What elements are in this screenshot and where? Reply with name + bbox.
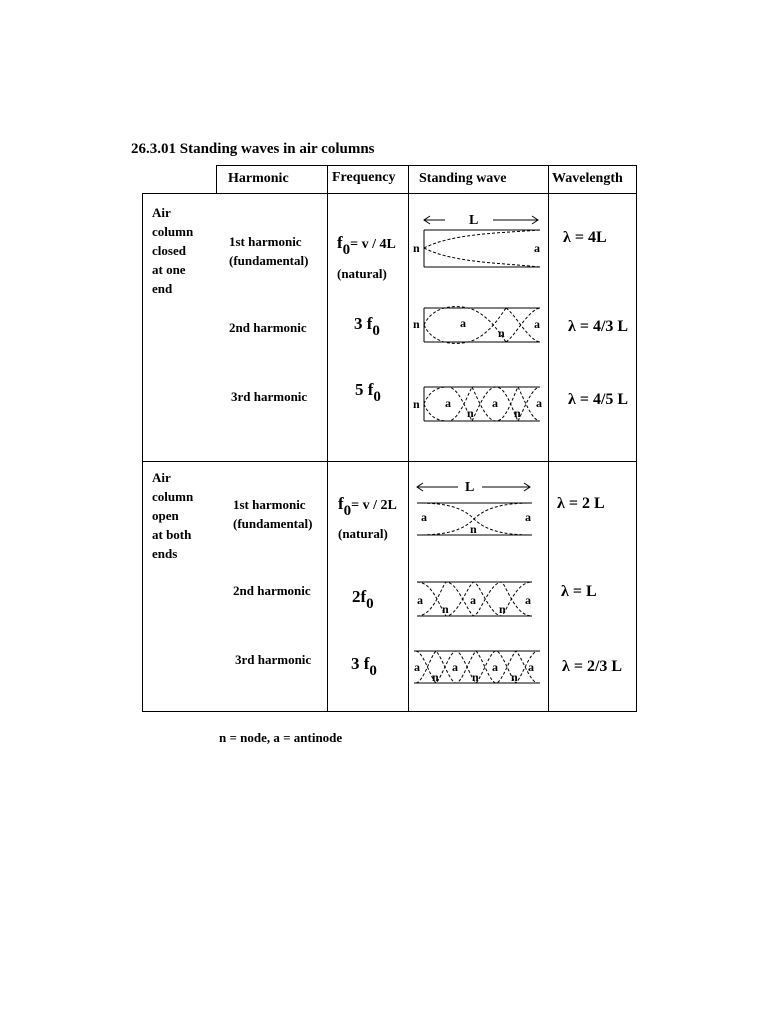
antinode-label: a — [492, 660, 498, 674]
closed-h1-frequency: f0= v / 4L — [337, 233, 396, 258]
header-frequency: Frequency — [332, 170, 396, 185]
open-h2-wave-diagram — [408, 578, 548, 618]
antinode-label: a — [525, 510, 531, 524]
open-column-label: Air column open at both ends — [152, 470, 194, 561]
open-h2-wavelength: λ = L — [561, 583, 597, 600]
antinode-label: a — [445, 396, 451, 410]
node-label: n — [498, 326, 505, 340]
closed-h3-harmonic: 3rd harmonic — [231, 389, 308, 404]
closed-h3-frequency: 5 f0 — [355, 380, 381, 405]
antinode-label: a — [414, 660, 420, 674]
closed-h2-wavelength: λ = 4/3 L — [568, 318, 629, 335]
node-label: n — [442, 602, 449, 616]
antinode-label: a — [536, 396, 542, 410]
open-h3-harmonic: 3rd harmonic — [235, 652, 312, 667]
node-label: n — [499, 602, 506, 616]
node-label: n — [413, 317, 420, 331]
footnote: n = node, a = antinode — [219, 730, 343, 745]
open-h3-wavelength: λ = 2/3 L — [562, 658, 623, 675]
closed-h1-note: (natural) — [337, 266, 387, 281]
node-label: n — [511, 670, 518, 684]
length-label: L — [465, 480, 475, 495]
closed-column-label: Air column closed at one end — [152, 205, 194, 296]
open-h1-wavelength: λ = 2 L — [557, 495, 605, 512]
length-label: L — [469, 213, 479, 228]
antinode-label: a — [534, 317, 540, 331]
node-label: n — [432, 670, 439, 684]
closed-h1-wave-diagram — [408, 205, 548, 275]
open-h2-harmonic: 2nd harmonic — [233, 583, 311, 598]
header-standing-wave: Standing wave — [419, 171, 507, 186]
node-label: n — [467, 406, 474, 420]
open-h1-note: (natural) — [338, 526, 388, 541]
closed-h2-harmonic: 2nd harmonic — [229, 320, 307, 335]
header-wavelength: Wavelength — [552, 171, 623, 186]
open-h1-wave-diagram — [408, 478, 548, 543]
node-label: n — [514, 406, 521, 420]
open-h1-frequency: f0= v / 2L — [338, 494, 397, 519]
header-harmonic: Harmonic — [228, 171, 289, 186]
antinode-label: a — [452, 660, 458, 674]
antinode-label: a — [534, 241, 540, 255]
node-label: n — [413, 241, 420, 255]
closed-h2-wave-diagram — [408, 305, 548, 345]
open-h1-harmonic: 1st harmonic (fundamental) — [233, 497, 313, 531]
closed-h2-frequency: 3 f0 — [354, 314, 380, 339]
antinode-label: a — [470, 593, 476, 607]
closed-h3-wavelength: λ = 4/5 L — [568, 391, 629, 408]
open-h3-wave-diagram — [408, 647, 548, 687]
page-title: 26.3.01 Standing waves in air columns — [131, 141, 375, 157]
closed-h1-harmonic: 1st harmonic (fundamental) — [229, 234, 309, 268]
antinode-label: a — [525, 593, 531, 607]
antinode-label: a — [417, 593, 423, 607]
node-label: n — [413, 397, 420, 411]
antinode-label: a — [528, 660, 534, 674]
closed-h1-wavelength: λ = 4L — [563, 229, 607, 246]
open-h2-frequency: 2f0 — [352, 587, 374, 612]
antinode-label: a — [492, 396, 498, 410]
antinode-label: a — [421, 510, 427, 524]
closed-h3-wave-diagram — [408, 384, 548, 424]
node-label: n — [470, 522, 477, 536]
open-h3-frequency: 3 f0 — [351, 654, 377, 679]
antinode-label: a — [460, 316, 466, 330]
node-label: n — [472, 670, 479, 684]
